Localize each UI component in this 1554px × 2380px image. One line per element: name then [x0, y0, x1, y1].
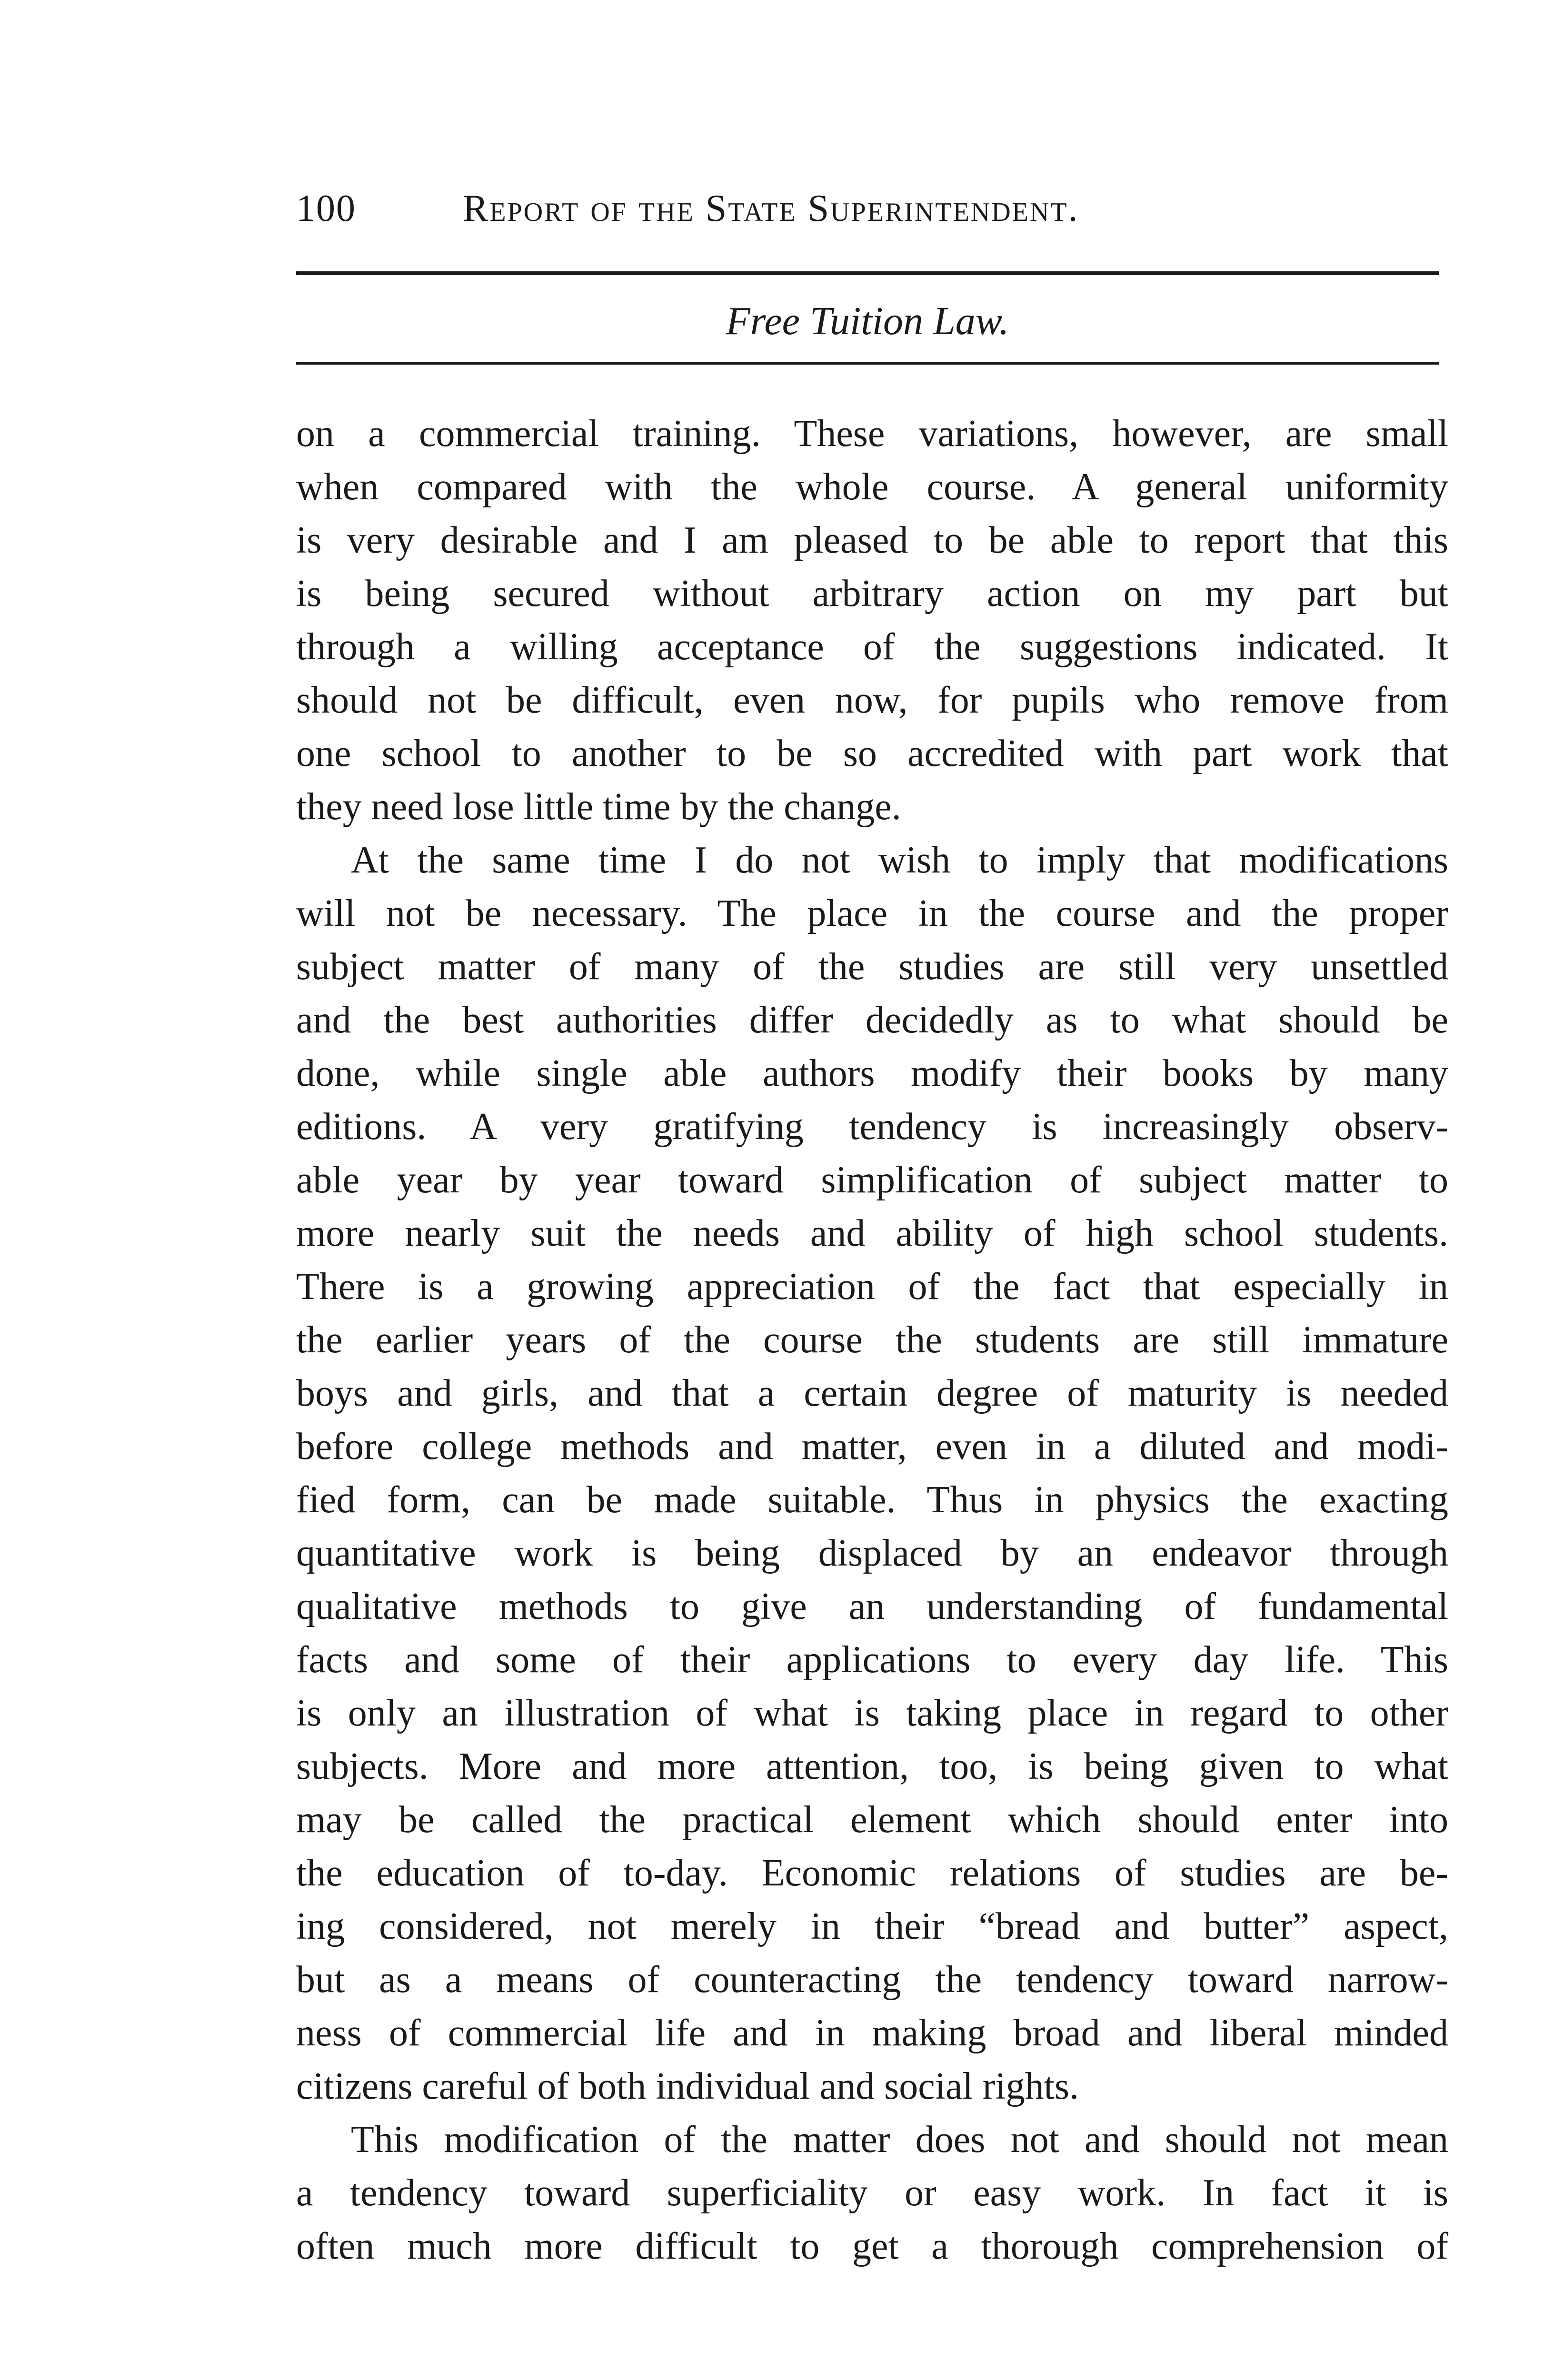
text-line: may be called the practical element which should enter into: [296, 1799, 1448, 1841]
text-line: one school to another to be so accredited with part work that: [296, 733, 1448, 774]
section-title: Free Tuition Law.: [726, 299, 1009, 343]
text-line: ing considered, not merely in their “bread and butter” aspect,: [296, 1905, 1448, 1947]
text-line: is being secured without arbitrary action on my part but: [296, 573, 1448, 615]
text-line: often much more difficult to get a thorough comprehension of: [296, 2225, 1448, 2267]
text-line: ness of commercial life and in making broad and liberal minded: [296, 2012, 1448, 2054]
paragraph: [296, 2113, 1448, 2273]
text-line: should not be difficult, even now, for pupils who remove from: [296, 679, 1448, 721]
text-line: through a willing acceptance of the suggestions indicated. It: [296, 626, 1448, 668]
text-line: There is a growing appreciation of the fact that especially in: [296, 1266, 1448, 1308]
text-line: and the best authorities differ decidedly as to what should be: [296, 999, 1448, 1041]
text-line: more nearly suit the needs and ability of high school students.: [296, 1212, 1448, 1254]
text-line: they need lose little time by the change.: [296, 786, 901, 828]
header-top-rule: [296, 271, 1439, 275]
text-line: editions. A very gratifying tendency is increasingly observ-: [296, 1106, 1448, 1148]
text-line: quantitative work is being displaced by an endeavor through: [296, 1532, 1448, 1574]
text-line: when compared with the whole course. A general uniformity: [296, 466, 1448, 508]
text-line: This modification of the matter does not and should not mean: [351, 2119, 1448, 2161]
text-line: citizens careful of both individual and social rights.: [296, 2065, 1079, 2107]
text-line: a tendency toward superficiality or easy work. In fact it is: [296, 2172, 1448, 2214]
text-line: on a commercial training. These variations, however, are small: [296, 413, 1448, 455]
text-line: subjects. More and more attention, too, is being given to what: [296, 1745, 1448, 1787]
paragraph: [296, 407, 1448, 833]
text-line: facts and some of their applications to every day life. This: [296, 1639, 1448, 1681]
text-line: will not be necessary. The place in the course and the proper: [296, 892, 1448, 934]
text-line: able year by year toward simplification of subject matter to: [296, 1159, 1448, 1201]
text-line: but as a means of counteracting the tendency toward narrow-: [296, 1959, 1448, 2001]
text-line: fied form, can be made suitable. Thus in physics the exacting: [296, 1479, 1448, 1521]
text-line: qualitative methods to give an understanding of fundamental: [296, 1586, 1448, 1627]
text-line: done, while single able authors modify their books by many: [296, 1052, 1448, 1094]
header-bottom-rule: [296, 362, 1439, 365]
text-line: boys and girls, and that a certain degree of maturity is needed: [296, 1372, 1448, 1414]
page-number: 100: [296, 188, 356, 229]
body-text: [296, 407, 1448, 2273]
text-line: is only an illustration of what is taking place in regard to other: [296, 1692, 1448, 1734]
running-head: [296, 180, 1439, 237]
text-line: At the same time I do not wish to imply that modifications: [351, 839, 1448, 881]
text-line: is very desirable and I am pleased to be able to report that this: [296, 519, 1448, 561]
text-line: subject matter of many of the studies are still very unsettled: [296, 946, 1448, 988]
text-line: the education of to-day. Economic relations of studies are be-: [296, 1852, 1448, 1894]
text-line: the earlier years of the course the students are still immature: [296, 1319, 1448, 1361]
paragraph: [296, 833, 1448, 2113]
text-line: before college methods and matter, even in a diluted and modi-: [296, 1426, 1448, 1468]
report-title: Report of the State Superintendent.: [463, 188, 1079, 229]
